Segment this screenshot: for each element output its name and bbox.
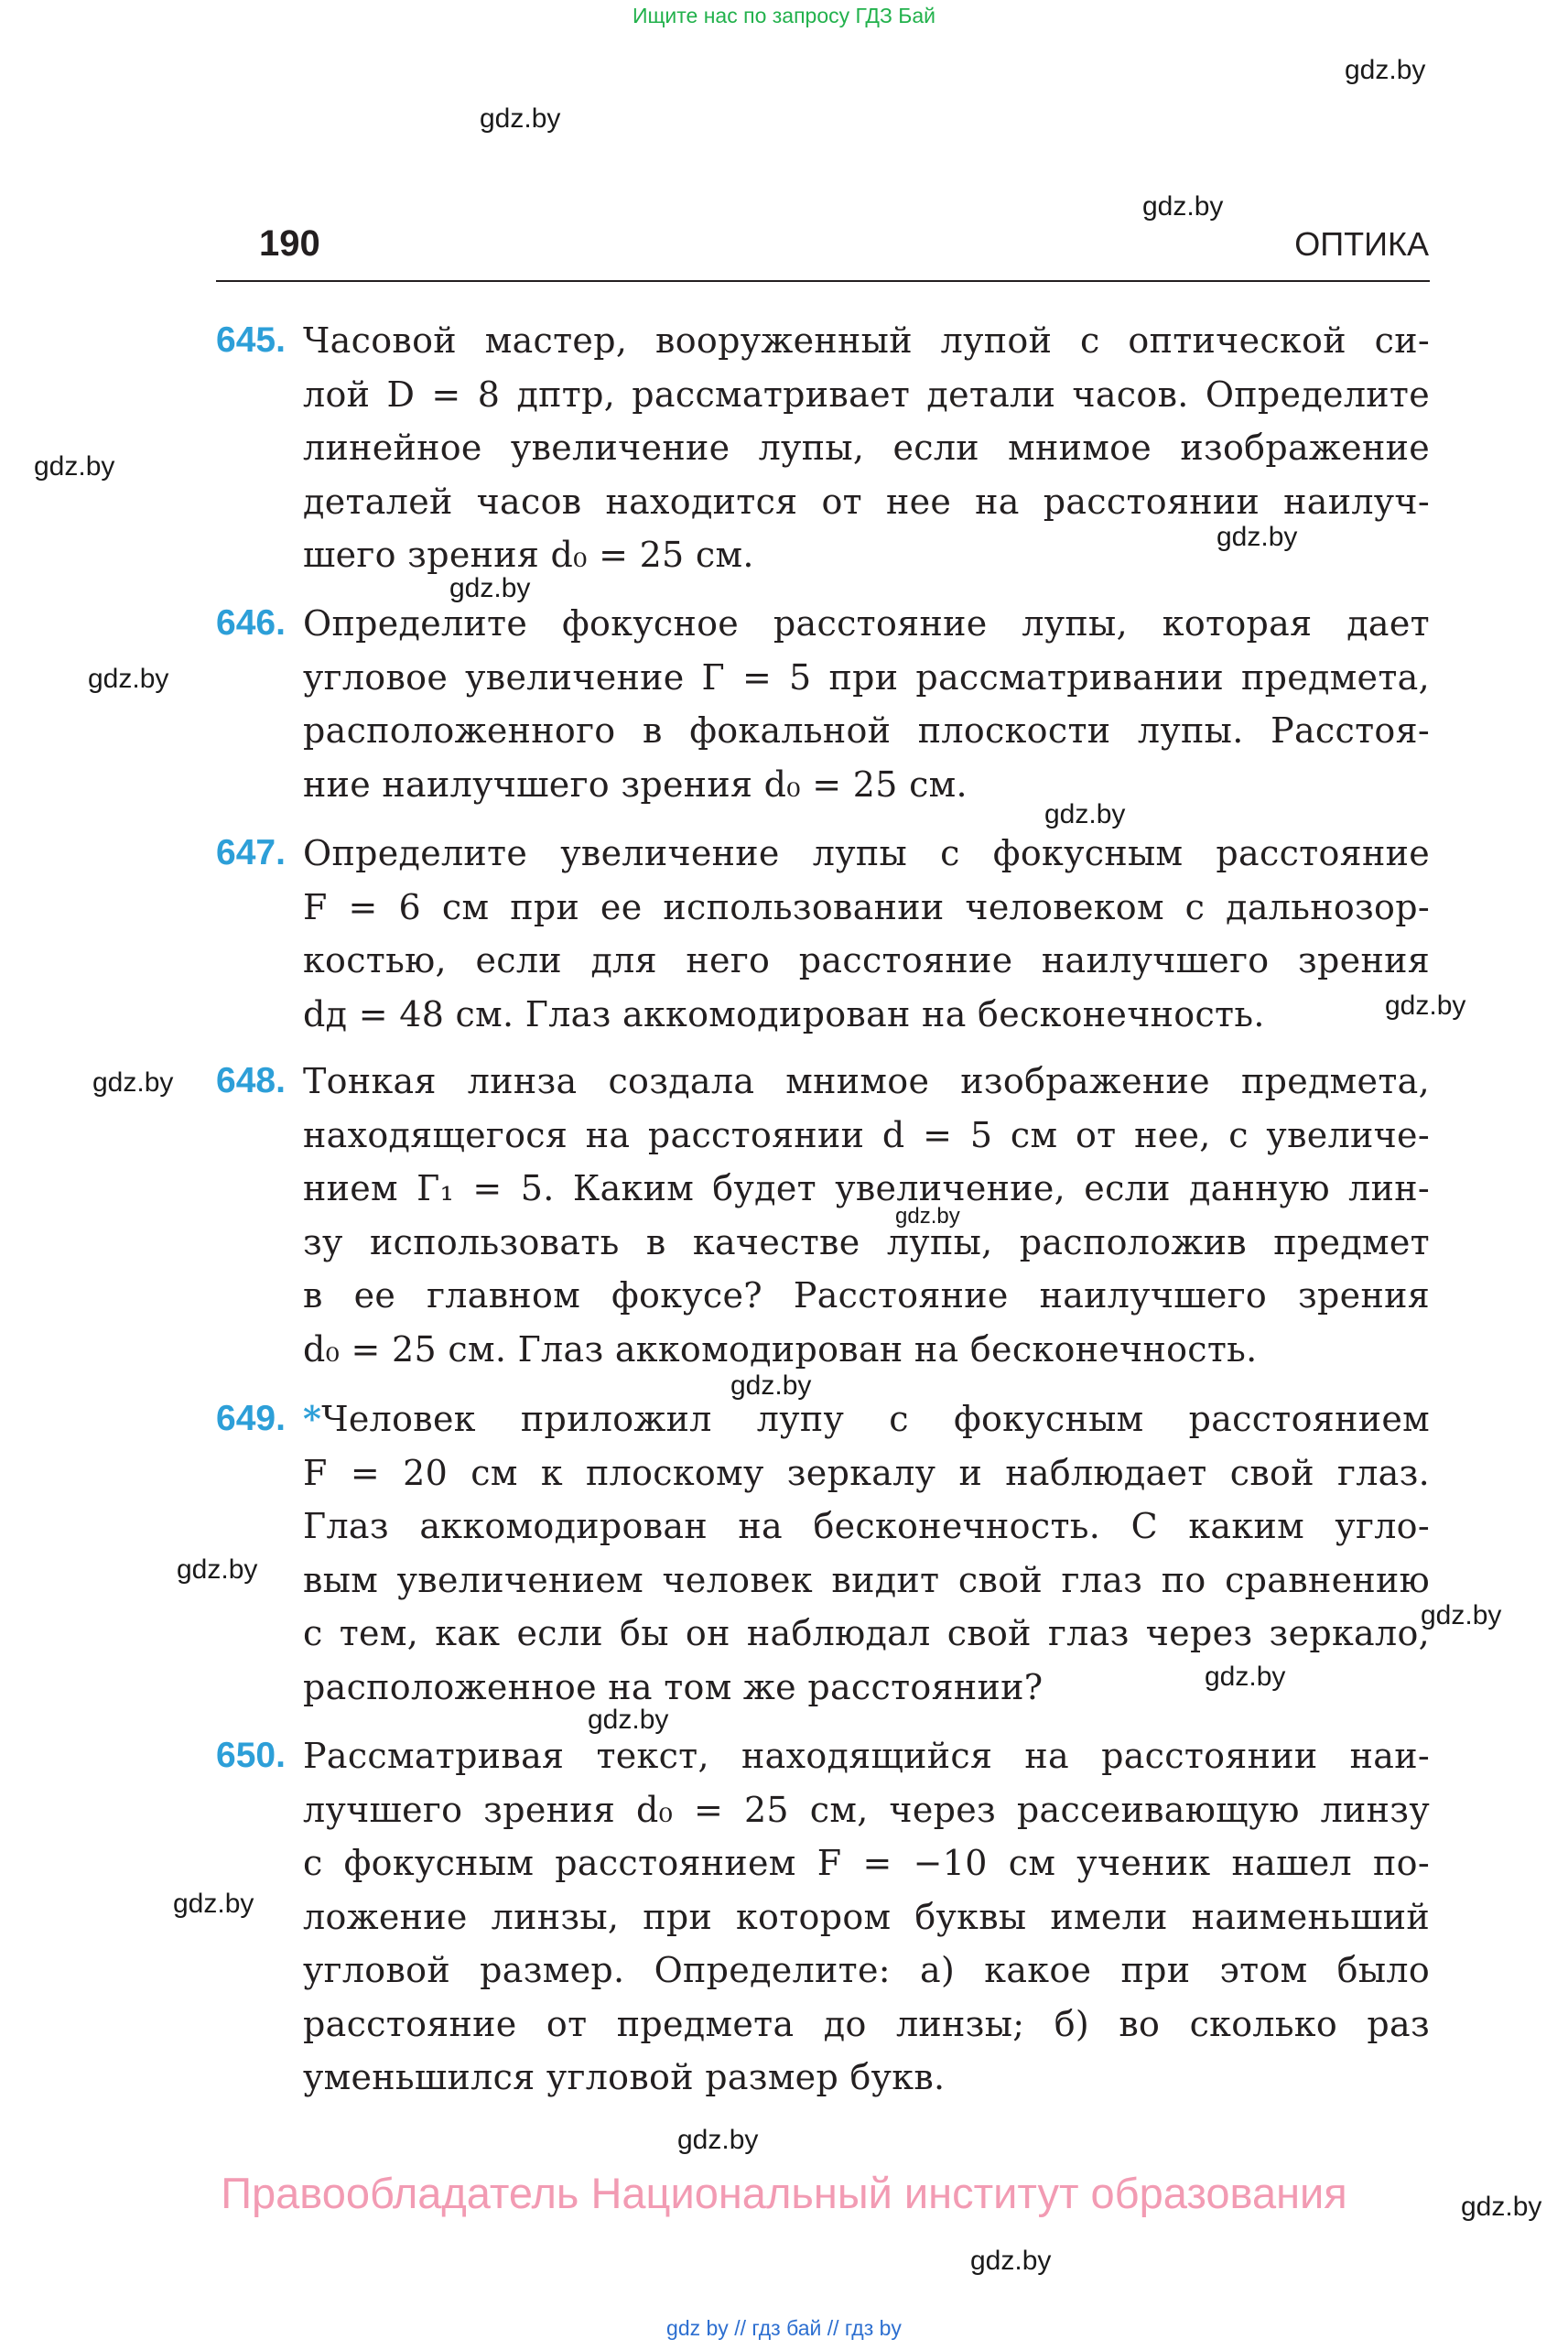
watermark: gdz.by xyxy=(1345,55,1426,85)
text-line: угловой размер. Определите: а) какое при этом было xyxy=(303,1950,1430,1990)
text-line: уменьшился угловой размер букв. xyxy=(303,2057,946,2097)
problem-number: 650. xyxy=(216,1736,286,1775)
watermark: gdz.by xyxy=(1421,1600,1502,1630)
watermark: gdz.by xyxy=(34,451,115,482)
watermark: gdz.by xyxy=(588,1705,669,1735)
page-number: 190 xyxy=(259,223,320,264)
bottom-links[interactable]: gdz by // гдз бай // гдз by xyxy=(666,2316,902,2340)
text-line: Тонкая линза создала мнимое изображение предмета, xyxy=(303,1061,1430,1101)
text-line xyxy=(303,1392,1430,1446)
text-line: F = 6 см при ее использовании человеком с дальнозор- xyxy=(303,886,1430,927)
text-line: с фокусным расстоянием F = −10 см ученик нашел по- xyxy=(303,1843,1430,1883)
problem-647 xyxy=(216,827,1430,1041)
text-line: лучшего зрения d₀ = 25 см, через рассеивающую линзу xyxy=(303,1789,1430,1830)
problem-text xyxy=(303,827,1430,1041)
text-line: расположенного в фокальной плоскости лупы. Расстоя- xyxy=(303,710,1430,751)
problem-number: 649. xyxy=(216,1399,286,1438)
text-line: расстояние от предмета до линзы; б) во сколько раз xyxy=(303,2003,1430,2044)
problem-number: 647. xyxy=(216,833,286,872)
text-line: в ее главном фокусе? Расстояние наилучшего зрения xyxy=(303,1275,1430,1316)
watermark: gdz.by xyxy=(1142,191,1224,222)
text-line: нием Г₁ = 5. Каким будет увеличение, если данную лин- xyxy=(303,1168,1430,1208)
watermark: gdz.by xyxy=(1385,991,1466,1021)
text-line: d₀ = 25 см. Глаз аккомодирован на бесконечность. xyxy=(303,1328,1258,1370)
problem-text xyxy=(303,1055,1430,1376)
problem-648 xyxy=(216,1055,1430,1376)
text-line: зу использовать в качестве лупы, расположив предмет xyxy=(303,1221,1430,1262)
problem-number: 645. xyxy=(216,320,286,360)
text-line: лой D = 8 дптр, рассматривает детали часов. Определите xyxy=(303,374,1430,415)
text-line: Определите увеличение лупы с фокусным расстояние xyxy=(303,833,1430,873)
text-line: Рассматривая текст, находящийся на расстоянии наи- xyxy=(303,1736,1430,1776)
watermark: gdz.by xyxy=(88,664,169,694)
text-line: с тем, как если бы он наблюдал свой глаз через зеркало, xyxy=(303,1613,1430,1653)
text-line-content: Человек приложил лупу с фокусным расстоянием xyxy=(321,1399,1430,1439)
watermark: gdz.by xyxy=(177,1554,258,1585)
text-line: шего зрения d₀ = 25 см. xyxy=(303,535,754,575)
watermark: gdz.by xyxy=(173,1889,254,1919)
top-banner: Ищите нас по запросу ГДЗ Бай xyxy=(632,4,936,27)
watermark: gdz.by xyxy=(730,1370,812,1401)
watermark: gdz.by xyxy=(895,1204,960,1229)
text-line: Часовой мастер, вооруженный лупой с оптической си- xyxy=(303,320,1430,361)
text-line: ние наилучшего зрения d₀ = 25 см. xyxy=(303,763,968,805)
problem-text xyxy=(303,597,1430,811)
star-mark: * xyxy=(303,1398,322,1439)
watermark: gdz.by xyxy=(1461,2192,1542,2222)
problem-number: 646. xyxy=(216,603,286,643)
watermark: gdz.by xyxy=(92,1067,174,1098)
text-line: костью, если для него расстояние наилучшего зрения xyxy=(303,940,1430,980)
header-rule xyxy=(216,280,1430,282)
watermark: gdz.by xyxy=(449,573,531,603)
text-line: Глаз аккомодирован на бесконечность. С каким угло- xyxy=(303,1506,1430,1546)
watermark: gdz.by xyxy=(1205,1662,1286,1692)
text-line: находящегося на расстоянии d = 5 см от нее, с увеличе- xyxy=(303,1114,1430,1155)
copyright-notice: Правообладатель Национальный институт образования xyxy=(221,2169,1347,2217)
watermark: gdz.by xyxy=(970,2246,1052,2276)
text-line: вым увеличением человек видит свой глаз по сравнению xyxy=(303,1559,1430,1600)
text-line: ложение линзы, при котором буквы имели наименьший xyxy=(303,1896,1430,1937)
text-line: dд = 48 см. Глаз аккомодирован на бесконечность. xyxy=(303,993,1265,1034)
problem-646 xyxy=(216,597,1430,811)
text-line: линейное увеличение лупы, если мнимое изображение xyxy=(303,428,1430,468)
problem-number: 648. xyxy=(216,1061,286,1100)
section-title: ОПТИКА xyxy=(1294,225,1429,263)
text-line: Определите фокусное расстояние лупы, которая дает xyxy=(303,603,1430,644)
watermark: gdz.by xyxy=(1217,522,1298,552)
watermark: gdz.by xyxy=(480,103,561,134)
watermark: gdz.by xyxy=(1044,799,1126,829)
problem-text xyxy=(303,1729,1430,2105)
text-line: F = 20 см к плоскому зеркалу и наблюдает свой глаз. xyxy=(303,1452,1430,1493)
watermark: gdz.by xyxy=(677,2125,759,2155)
text-line: деталей часов находится от нее на расстоянии наилуч- xyxy=(303,481,1430,522)
text-line: расположенное на том же расстоянии? xyxy=(303,1666,1044,1707)
problem-650 xyxy=(216,1729,1430,2105)
text-line: угловое увеличение Г = 5 при рассматривании предмета, xyxy=(303,656,1430,698)
